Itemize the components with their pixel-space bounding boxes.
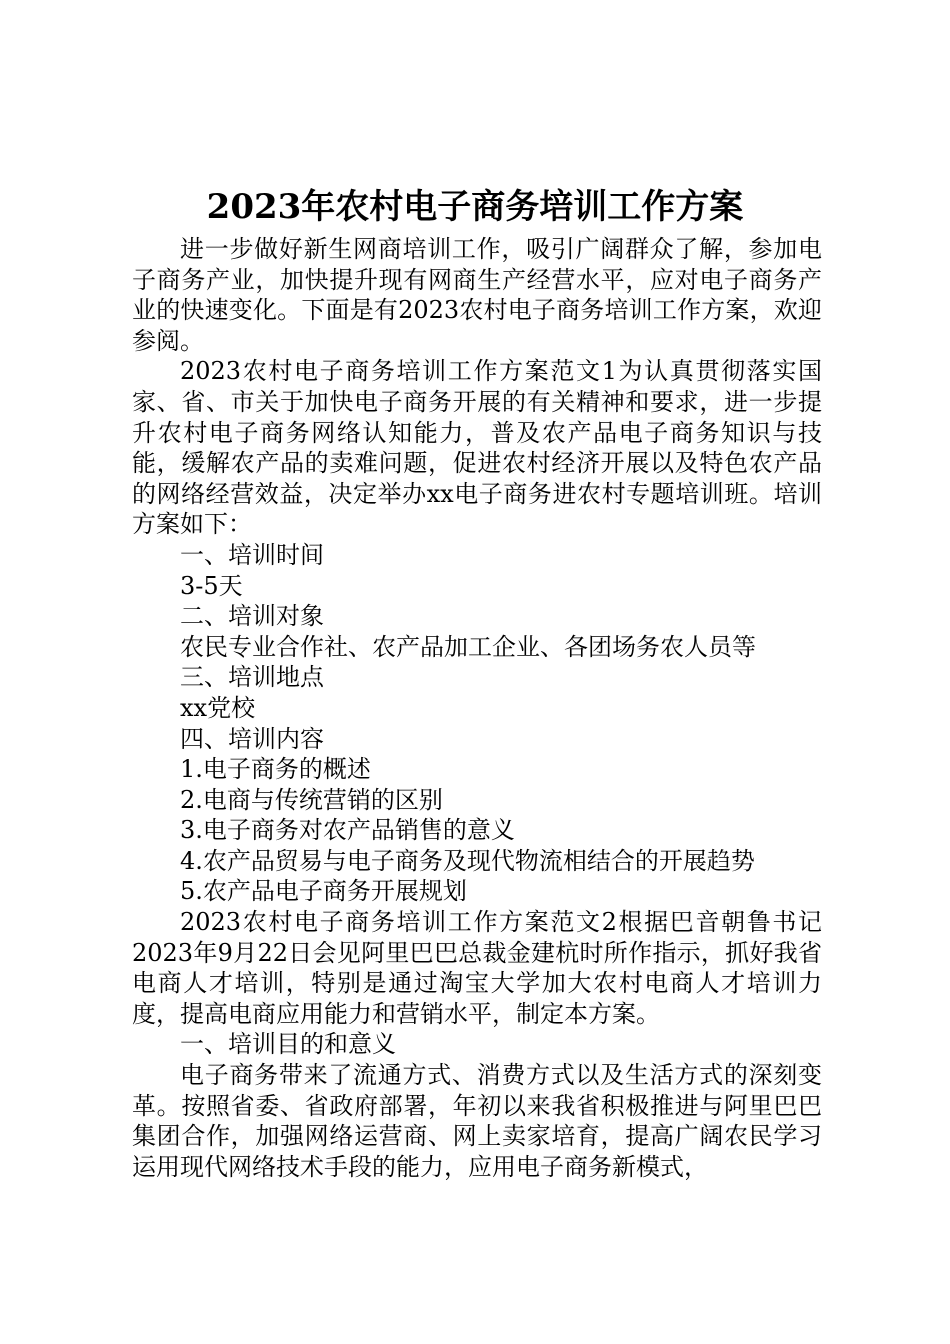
intro-paragraph: 进一步做好新生网商培训工作，吸引广阔群众了解，参加电子商务产业，加快提升现有网商生产经营水平，应对电子商务产业的快速变化。下面是有2023农村电子商务培训工作方案，欢迎参阅。 [132,235,822,355]
document-title: 2023年农村电子商务培训工作方案 [206,187,744,227]
training-target: 农民专业合作社、农产品加工企业、各团场务农人员等 [180,632,756,661]
section-heading-content: 四、培训内容 [180,724,324,753]
training-location: xx党校 [180,693,256,722]
purpose-paragraph: 电子商务带来了流通方式、消费方式以及生活方式的深刻变革。按照省委、省政府部署，年初以来我省积极推进与阿里巴巴集团合作，加强网络运营商、网上卖家培育，提高广阔农民学习运用现代网络技术手段的能力，应用电子商务新模式， [132,1061,822,1181]
content-item: 3.电子商务对农产品销售的意义 [180,816,515,845]
section-heading-purpose: 一、培训目的和意义 [180,1030,396,1059]
section-heading-target: 二、培训对象 [180,602,324,631]
sample-1-paragraph: 2023农村电子商务培训工作方案范文1为认真贯彻落实国家、省、市关于加快电子商务开展的有关精神和要求，进一步提升农村电子商务网络认知能力，普及农产品电子商务知识与技能，缓解农产品的卖难问题，促进农村经济开展以及特色农产品的网络经营效益，决定举办xx电子商务进农村专题培训班。培训方案如下： [132,357,822,539]
content-item: 4.农产品贸易与电子商务及现代物流相结合的开展趋势 [180,846,755,875]
section-heading-location: 三、培训地点 [180,663,324,692]
section-heading-time: 一、培训时间 [180,540,324,569]
content-item: 2.电商与传统营销的区别 [180,785,443,814]
content-item: 5.农产品电子商务开展规划 [180,877,467,906]
content-item: 1.电子商务的概述 [180,755,371,784]
sample-2-paragraph: 2023农村电子商务培训工作方案范文2根据巴音朝鲁书记2023年9月22日会见阿里巴巴总裁金建杭时所作指示，抓好我省电商人才培训，特别是通过淘宝大学加大农村电商人才培训力度，提高电商应用能力和营销水平，制定本方案。 [132,908,822,1028]
document-body [132,234,822,1182]
training-duration: 3-5天 [180,571,243,600]
